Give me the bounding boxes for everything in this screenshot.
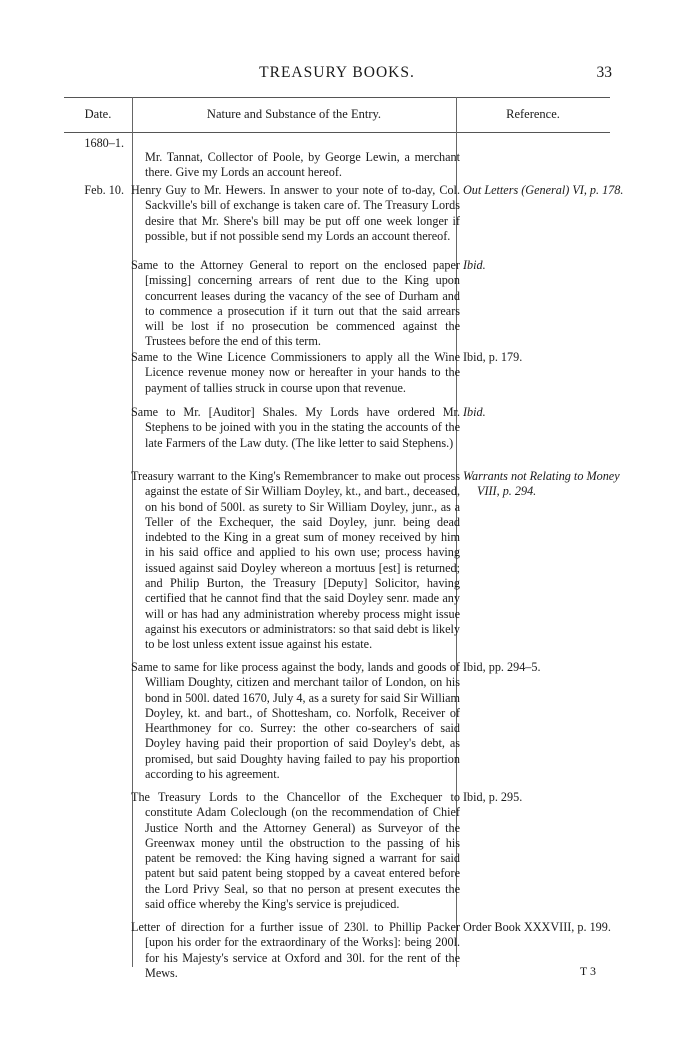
- entry-text: Henry Guy to Mr. Hewers. In answer to your note of to-day, Col. Sackville's bill of exchange is taken care of. The Treasury Lords desire that Mr. Shere's bill may be put off one week longer if possible, but if not possible send my Lords an account thereof.: [131, 183, 460, 243]
- entry-reference: Ibid, p. 295.: [463, 790, 523, 804]
- entry-reference: Ibid, p. 179.: [463, 350, 523, 364]
- entry-text: Same to the Wine Licence Commissioners to apply all the Wine Licence revenue money now or hereafter in your hands to the payment of tallies struck in course upon that revenue.: [131, 350, 460, 395]
- column-header-date: Date.: [84, 107, 112, 121]
- column-header-reference: Reference.: [506, 107, 560, 121]
- printer-signature: T 3: [579, 964, 596, 978]
- header-bottom-rule: [64, 132, 610, 133]
- entry-reference: Warrants not Relating to Money VIII, p. 294.: [463, 469, 620, 499]
- entry-text: Same to the Attorney General to report on the enclosed paper [missing] concerning arrears of rent due to the King upon concurrent leases during the vacancy of the see of Durham and to commence a prosecution if it turn out that the said arrears will be lost if no prosecution be commenced against the Trustees before the end of this term.: [131, 258, 460, 349]
- entry-text: Same to Mr. [Auditor] Shales. My Lords have ordered Mr. Stephens to be joined with you in the stating the accounts of the late Farmers of the Law duty. (The like letter to said Stephens.): [131, 405, 460, 450]
- entry-text: The Treasury Lords to the Chancellor of the Exchequer to constitute Adam Coleclough (on the recommendation of Chief Justice North and the Attorney General) as Surveyor of the Greenwax money until the obstruction to the passing of his patent be removed: the King having signed a warrant for said patent but said patent being stopped by a caveat entered before the Lord Privy Seal, so that no person at present executes the said office whereby the King's service is prejudiced.: [131, 790, 460, 912]
- page-header: [0, 64, 674, 88]
- entry-date: Feb. 10.: [84, 183, 124, 197]
- running-title: TREASURY BOOKS.: [259, 64, 415, 81]
- entry-text: Mr. Tannat, Collector of Poole, by George Lewin, a merchant there. Give my Lords an account hereof.: [145, 150, 460, 180]
- entry-reference: Out Letters (General) VI, p. 178.: [463, 183, 624, 197]
- entry-reference: Ibid, pp. 294–5.: [463, 660, 541, 674]
- entry-date: 1680–1.: [84, 136, 124, 150]
- entry-text: Letter of direction for a further issue of 230l. to Phillip Packer [upon his order for the extraordinary of the Works]: being 200l. for his Majesty's service at Oxford and 30l. for the rent of the Mews.: [131, 920, 460, 980]
- table-top-rule: [64, 97, 610, 98]
- entry-reference: Order Book XXXVIII, p. 199.: [463, 920, 611, 934]
- entry-text: Same to same for like process against the body, lands and goods of William Doughty, citizen and merchant tailor of London, on his bond in 500l. dated 1670, July 4, as a surety for said Sir William Doyley, kt. and bart., of Shottesham, co. Norfolk, Receiver of Hearthmoney for co. Surrey: the other co-searchers of said Doyley having paid their proportion of said Doyley's debt, as promised, but said Doughty having failed to pay his proportion according to his agreement.: [131, 660, 460, 782]
- entry-reference: Ibid.: [463, 258, 486, 272]
- entry-text: Treasury warrant to the King's Remembrancer to make out process against the estate of Sir William Doyley, kt., and bart., deceased, on his bond of 500l. as surety to Sir William Doyley, junr., as a Teller of the Exchequer, the said Doyley, junr. being dead indebted to the King in a great sum of money received by him in his said office and applied to his own use; process having issued against said Doyley whereon a mortuus [est] is returned; and Philip Burton, the Treasury [Deputy] Solicitor, having certified that he cannot find that the said Doyley senr. made any will or has had any administration whereby process might issue against his executors or administrators: so that said debt is likely to be lost unless extent issue against his estate.: [131, 469, 460, 652]
- column-header-nature: Nature and Substance of the Entry.: [206, 107, 382, 121]
- page-number: 33: [596, 64, 612, 81]
- entry-reference: Ibid.: [463, 405, 486, 419]
